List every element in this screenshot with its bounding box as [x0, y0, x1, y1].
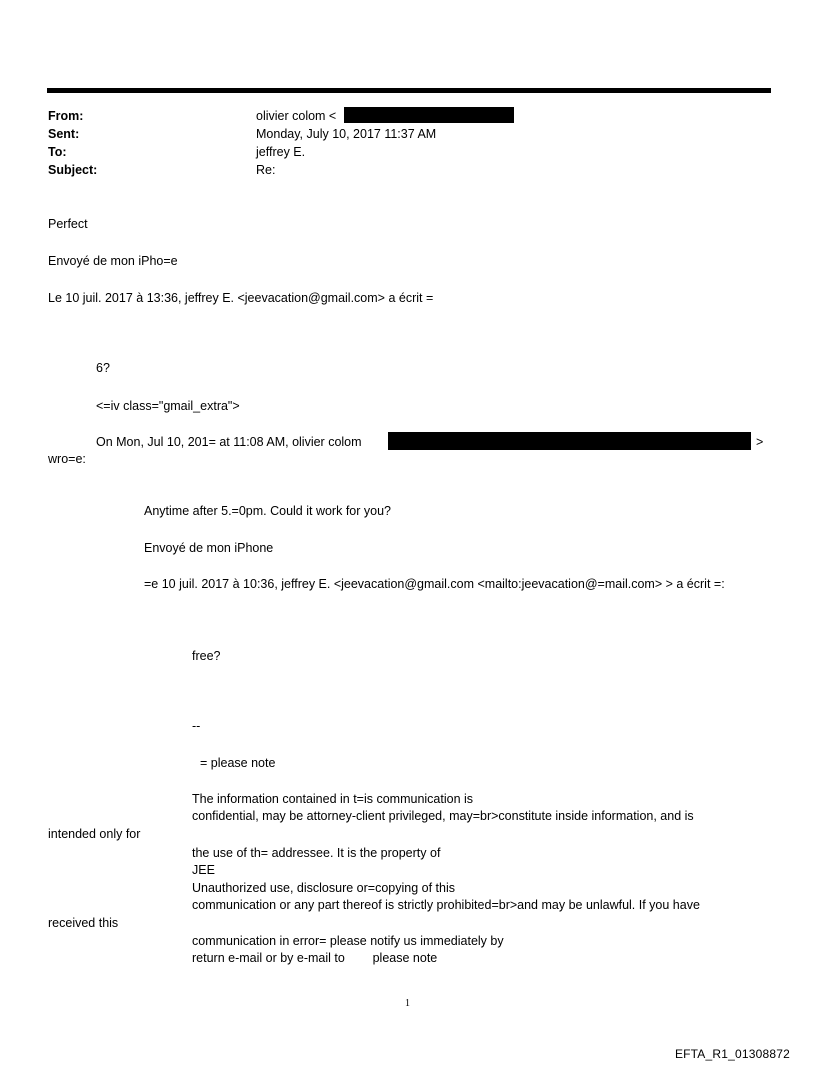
redaction-box — [388, 432, 751, 450]
from-label: From: — [48, 109, 84, 123]
redaction-box — [344, 107, 514, 123]
disclaimer-line: communication in error= please notify us immediately by — [192, 934, 504, 948]
disclaimer-line: intended only for — [48, 827, 141, 841]
disclaimer-line: JEE — [192, 863, 215, 877]
to-label: To: — [48, 145, 67, 159]
quote3-line: = please note — [200, 756, 276, 770]
quote1-line: 6? — [96, 361, 110, 375]
body-line-signature: Envoyé de mon iPho=e — [48, 254, 178, 268]
disclaimer-line: received this — [48, 916, 119, 930]
subject-label: Subject: — [48, 163, 98, 177]
sent-value: Monday, July 10, 2017 11:37 AM — [256, 127, 437, 141]
subject-value: Re: — [256, 163, 276, 177]
quote2-line: Anytime after 5.=0pm. Could it work for you? — [144, 504, 391, 518]
quote1-line: wro=e: — [48, 452, 86, 466]
quote2-line: Envoyé de mon iPhone — [144, 541, 274, 555]
disclaimer-line: the use of th= addressee. It is the property of — [192, 846, 441, 860]
quote1-line: On Mon, Jul 10, 201= at 11:08 AM, olivier colom — [96, 435, 362, 449]
from-value: olivier colom < — [256, 109, 337, 123]
quote1-line: <=iv class="gmail_extra"> — [96, 399, 240, 413]
page-number: 1 — [405, 998, 410, 1009]
body-line-perfect: Perfect — [48, 217, 88, 231]
to-value: jeffrey E. — [256, 145, 306, 159]
disclaimer-line: Unauthorized use, disclosure or=copying of this — [192, 881, 455, 895]
quote3-line: -- — [192, 719, 201, 733]
sent-label: Sent: — [48, 127, 80, 141]
disclaimer-line: confidential, may be attorney-client privileged, may=br>constitute inside information, and is — [192, 809, 694, 823]
disclaimer-line: return e-mail or by e-mail to please note — [192, 951, 438, 965]
quote3-line: free? — [192, 649, 221, 663]
quote1-line-end: > — [756, 435, 764, 449]
disclaimer-line: The information contained in t=is communication is — [192, 792, 474, 806]
body-line-quote-header: Le 10 juil. 2017 à 13:36, jeffrey E. <jeevacation@gmail.com> a écrit = — [48, 291, 434, 305]
header-rule — [47, 88, 771, 93]
disclaimer-line: communication or any part thereof is strictly prohibited=br>and may be unlawful. If you have — [192, 898, 700, 912]
quote2-line: =e 10 juil. 2017 à 10:36, jeffrey E. <jeevacation@gmail.com <mailto:jeevacation@=mail.com> > a écrit =: — [144, 577, 725, 591]
document-id: EFTA_R1_01308872 — [674, 1047, 790, 1061]
